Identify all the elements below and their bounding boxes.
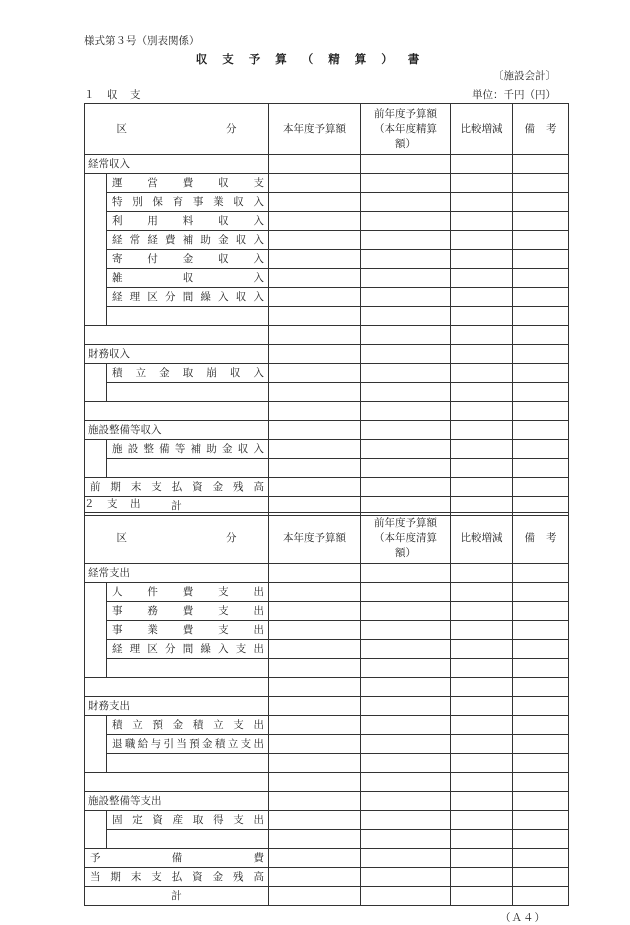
- total-label: 計: [85, 887, 269, 906]
- header-budget: 本年度予算額: [269, 513, 361, 564]
- table-cell: [451, 269, 513, 288]
- table-cell: [269, 212, 361, 231]
- table-cell: [451, 621, 513, 640]
- table-cell: [361, 830, 451, 849]
- item-row: [85, 716, 569, 735]
- item-label: 雑収入: [107, 269, 269, 288]
- table-cell: [269, 849, 361, 868]
- item-row: [85, 231, 569, 250]
- table-cell: [513, 640, 569, 659]
- table-cell: [513, 288, 569, 307]
- table-cell: [361, 326, 451, 345]
- item-row: [85, 269, 569, 288]
- table-cell: [451, 402, 513, 421]
- header-difference: 比較増減: [451, 513, 513, 564]
- table-header-row: [85, 104, 569, 155]
- unit-label: 単位：千円（円）: [472, 89, 556, 101]
- table-cell: [361, 659, 451, 678]
- table-cell: [269, 193, 361, 212]
- table-cell: [451, 602, 513, 621]
- table-cell: [269, 155, 361, 174]
- table-cell: [269, 602, 361, 621]
- table-cell: [361, 735, 451, 754]
- table-cell: [269, 250, 361, 269]
- paper-size-label: （Ａ４）: [500, 912, 546, 924]
- table-cell: [269, 735, 361, 754]
- table-cell: [361, 792, 451, 811]
- table-cell: [361, 697, 451, 716]
- table-cell: [269, 564, 361, 583]
- table-cell: [107, 830, 269, 849]
- spacer-row: [85, 773, 569, 792]
- table-cell: [269, 440, 361, 459]
- table-cell: [361, 383, 451, 402]
- table-cell: [361, 288, 451, 307]
- table-cell: [451, 849, 513, 868]
- table-cell: [269, 678, 361, 697]
- table-cell: [269, 364, 361, 383]
- table-cell: [451, 792, 513, 811]
- table-cell: [513, 250, 569, 269]
- table-cell: [451, 231, 513, 250]
- table-cell: [513, 583, 569, 602]
- table-cell: [513, 754, 569, 773]
- table-cell: [513, 773, 569, 792]
- table-cell: [361, 231, 451, 250]
- carryover-label: 前期末支払資金残高: [85, 478, 269, 497]
- table-cell: [107, 754, 269, 773]
- table-cell: [269, 402, 361, 421]
- group-label: 経常収入: [85, 155, 269, 174]
- blank-row: [85, 459, 569, 478]
- spacer-row: [85, 326, 569, 345]
- table-cell: [451, 564, 513, 583]
- table-cell: [513, 326, 569, 345]
- table-cell: [361, 155, 451, 174]
- indent-cell: [85, 364, 107, 402]
- group-label: 施設整備等収入: [85, 421, 269, 440]
- blank-row: [85, 754, 569, 773]
- table-cell: [361, 564, 451, 583]
- header-category-label: 区 分: [116, 122, 237, 135]
- table-cell: [269, 345, 361, 364]
- table-cell: [361, 602, 451, 621]
- item-label: 退職給与引当預金積立支出: [107, 735, 269, 754]
- group-label: 財務収入: [85, 345, 269, 364]
- group-row: [85, 155, 569, 174]
- group-row: [85, 345, 569, 364]
- item-row: [85, 811, 569, 830]
- table-cell: [513, 231, 569, 250]
- table-cell: [361, 307, 451, 326]
- item-label: 事業費支出: [107, 621, 269, 640]
- table-cell: [513, 792, 569, 811]
- table-cell: [513, 811, 569, 830]
- table-cell: [513, 345, 569, 364]
- table-cell: [107, 459, 269, 478]
- table-cell: [513, 868, 569, 887]
- table-cell: [107, 307, 269, 326]
- table-cell: [361, 868, 451, 887]
- balance-label: 当期末支払資金残高: [85, 868, 269, 887]
- spacer-cell: [85, 773, 269, 792]
- table-cell: [451, 155, 513, 174]
- table-cell: [451, 250, 513, 269]
- item-label: 特別保育事業収入: [107, 193, 269, 212]
- item-row: [85, 193, 569, 212]
- table-cell: [513, 174, 569, 193]
- table-cell: [513, 307, 569, 326]
- item-label: 経常経費補助金収入: [107, 231, 269, 250]
- item-label: 経理区分間繰入収入: [107, 288, 269, 307]
- table-cell: [361, 621, 451, 640]
- table-cell: [513, 421, 569, 440]
- table-cell: [269, 326, 361, 345]
- table-cell: [269, 830, 361, 849]
- group-label: 経常支出: [85, 564, 269, 583]
- table-cell: [451, 678, 513, 697]
- table-cell: [451, 307, 513, 326]
- table-cell: [451, 193, 513, 212]
- item-label: 利用料収入: [107, 212, 269, 231]
- item-label: 寄付金収入: [107, 250, 269, 269]
- table-cell: [513, 193, 569, 212]
- table-cell: [361, 212, 451, 231]
- table-cell: [513, 212, 569, 231]
- table-cell: [513, 697, 569, 716]
- table-cell: [361, 250, 451, 269]
- header-budget: 本年度予算額: [269, 104, 361, 155]
- table-cell: [269, 697, 361, 716]
- item-label: 運営費収支: [107, 174, 269, 193]
- table-cell: [361, 402, 451, 421]
- reserve-label: 予備費: [85, 849, 269, 868]
- expense-table: [84, 512, 569, 906]
- table-cell: [361, 678, 451, 697]
- table-cell: [451, 478, 513, 497]
- table-cell: [513, 621, 569, 640]
- item-label: 積立金取崩収入: [107, 364, 269, 383]
- group-row: [85, 564, 569, 583]
- table-cell: [513, 735, 569, 754]
- table-cell: [451, 754, 513, 773]
- table-cell: [513, 716, 569, 735]
- item-row: [85, 250, 569, 269]
- table-cell: [269, 583, 361, 602]
- item-label: 人件費支出: [107, 583, 269, 602]
- item-label: 固定資産取得支出: [107, 811, 269, 830]
- table-cell: [361, 754, 451, 773]
- table-cell: [451, 364, 513, 383]
- table-cell: [513, 459, 569, 478]
- table-cell: [451, 459, 513, 478]
- blank-row: [85, 830, 569, 849]
- table-cell: [513, 659, 569, 678]
- table-cell: [513, 383, 569, 402]
- table-cell: [269, 792, 361, 811]
- table-cell: [361, 459, 451, 478]
- document-title: 収支予算（精算）書: [195, 52, 435, 66]
- header-remarks-label: 備 考: [524, 531, 557, 544]
- table-header-row: [85, 513, 569, 564]
- table-cell: [361, 440, 451, 459]
- table-cell: [513, 478, 569, 497]
- table-cell: [451, 383, 513, 402]
- item-row: [85, 583, 569, 602]
- item-label: 施設整備等補助金収入: [107, 440, 269, 459]
- table-cell: [269, 659, 361, 678]
- group-label: 施設整備等支出: [85, 792, 269, 811]
- table-cell: [361, 811, 451, 830]
- table-cell: [269, 174, 361, 193]
- header-remarks: [513, 513, 569, 564]
- table-cell: [451, 640, 513, 659]
- blank-row: [85, 383, 569, 402]
- table-cell: [107, 659, 269, 678]
- table-cell: [361, 478, 451, 497]
- table-cell: [361, 174, 451, 193]
- spacer-row: [85, 678, 569, 697]
- item-row: [85, 174, 569, 193]
- expense-section-label: ２ 支 出: [84, 498, 142, 510]
- header-remarks: [513, 104, 569, 155]
- item-row: [85, 212, 569, 231]
- table-cell: [451, 773, 513, 792]
- indent-cell: [85, 716, 107, 773]
- table-cell: [361, 640, 451, 659]
- indent-cell: [85, 174, 107, 326]
- blank-row: [85, 307, 569, 326]
- spacer-cell: [85, 402, 269, 421]
- table-cell: [269, 773, 361, 792]
- table-cell: [451, 735, 513, 754]
- item-label: 事務費支出: [107, 602, 269, 621]
- table-cell: [361, 364, 451, 383]
- item-row: [85, 364, 569, 383]
- table-cell: [361, 583, 451, 602]
- table-cell: [361, 269, 451, 288]
- table-cell: [269, 459, 361, 478]
- table-cell: [269, 383, 361, 402]
- table-cell: [269, 811, 361, 830]
- carryover-row: [85, 478, 569, 497]
- table-cell: [513, 564, 569, 583]
- item-row: [85, 640, 569, 659]
- table-cell: [513, 849, 569, 868]
- table-cell: [269, 868, 361, 887]
- spacer-cell: [85, 678, 269, 697]
- item-row: [85, 440, 569, 459]
- table-cell: [361, 773, 451, 792]
- indent-cell: [85, 440, 107, 478]
- table-cell: [451, 811, 513, 830]
- table-cell: [361, 421, 451, 440]
- header-category: [85, 513, 269, 564]
- income-table: [84, 103, 569, 516]
- table-cell: [451, 440, 513, 459]
- table-cell: [269, 754, 361, 773]
- table-cell: [269, 288, 361, 307]
- spacer-cell: [85, 326, 269, 345]
- table-cell: [269, 269, 361, 288]
- group-label: 財務支出: [85, 697, 269, 716]
- table-cell: [361, 345, 451, 364]
- header-prev-budget: 前年度予算額（本年度精算額）: [361, 104, 451, 155]
- header-difference: 比較増減: [451, 104, 513, 155]
- table-cell: [269, 621, 361, 640]
- table-cell: [513, 364, 569, 383]
- indent-cell: [85, 583, 107, 678]
- table-cell: [451, 830, 513, 849]
- table-cell: [451, 288, 513, 307]
- table-cell: [451, 345, 513, 364]
- table-cell: [269, 478, 361, 497]
- table-cell: [451, 583, 513, 602]
- group-row: [85, 792, 569, 811]
- item-label: 経理区分間繰入支出: [107, 640, 269, 659]
- table-cell: [513, 602, 569, 621]
- table-cell: [513, 155, 569, 174]
- item-row: [85, 621, 569, 640]
- table-cell: [513, 830, 569, 849]
- total-label: 計: [85, 497, 269, 516]
- item-label: 積立預金積立支出: [107, 716, 269, 735]
- item-row: [85, 602, 569, 621]
- table-cell: [269, 307, 361, 326]
- blank-row: [85, 659, 569, 678]
- reserve-row: [85, 849, 569, 868]
- table-cell: [513, 440, 569, 459]
- header-remarks-label: 備 考: [524, 122, 557, 135]
- table-cell: [451, 659, 513, 678]
- table-cell: [451, 697, 513, 716]
- income-section-label: １ 収 支: [84, 89, 142, 101]
- table-cell: [513, 269, 569, 288]
- table-cell: [451, 326, 513, 345]
- table-cell: [269, 231, 361, 250]
- table-cell: [361, 193, 451, 212]
- header-category: [85, 104, 269, 155]
- table-cell: [269, 421, 361, 440]
- table-cell: [513, 402, 569, 421]
- table-cell: [451, 716, 513, 735]
- header-prev-budget: 前年度予算額（本年度清算額）: [361, 513, 451, 564]
- table-cell: [361, 849, 451, 868]
- table-cell: [361, 716, 451, 735]
- table-cell: [451, 174, 513, 193]
- table-cell: [269, 640, 361, 659]
- table-cell: [451, 868, 513, 887]
- header-category-label: 区 分: [116, 531, 237, 544]
- table-cell: [269, 716, 361, 735]
- table-cell: [451, 421, 513, 440]
- item-row: [85, 735, 569, 754]
- table-cell: [107, 383, 269, 402]
- table-cell: [451, 212, 513, 231]
- group-row: [85, 421, 569, 440]
- spacer-row: [85, 402, 569, 421]
- group-row: [85, 697, 569, 716]
- indent-cell: [85, 811, 107, 849]
- facility-label: 〔施設会計〕: [493, 70, 556, 82]
- table-cell: [513, 678, 569, 697]
- item-row: [85, 288, 569, 307]
- form-number: 様式第３号（別表関係）: [84, 35, 200, 47]
- balance-row: [85, 868, 569, 887]
